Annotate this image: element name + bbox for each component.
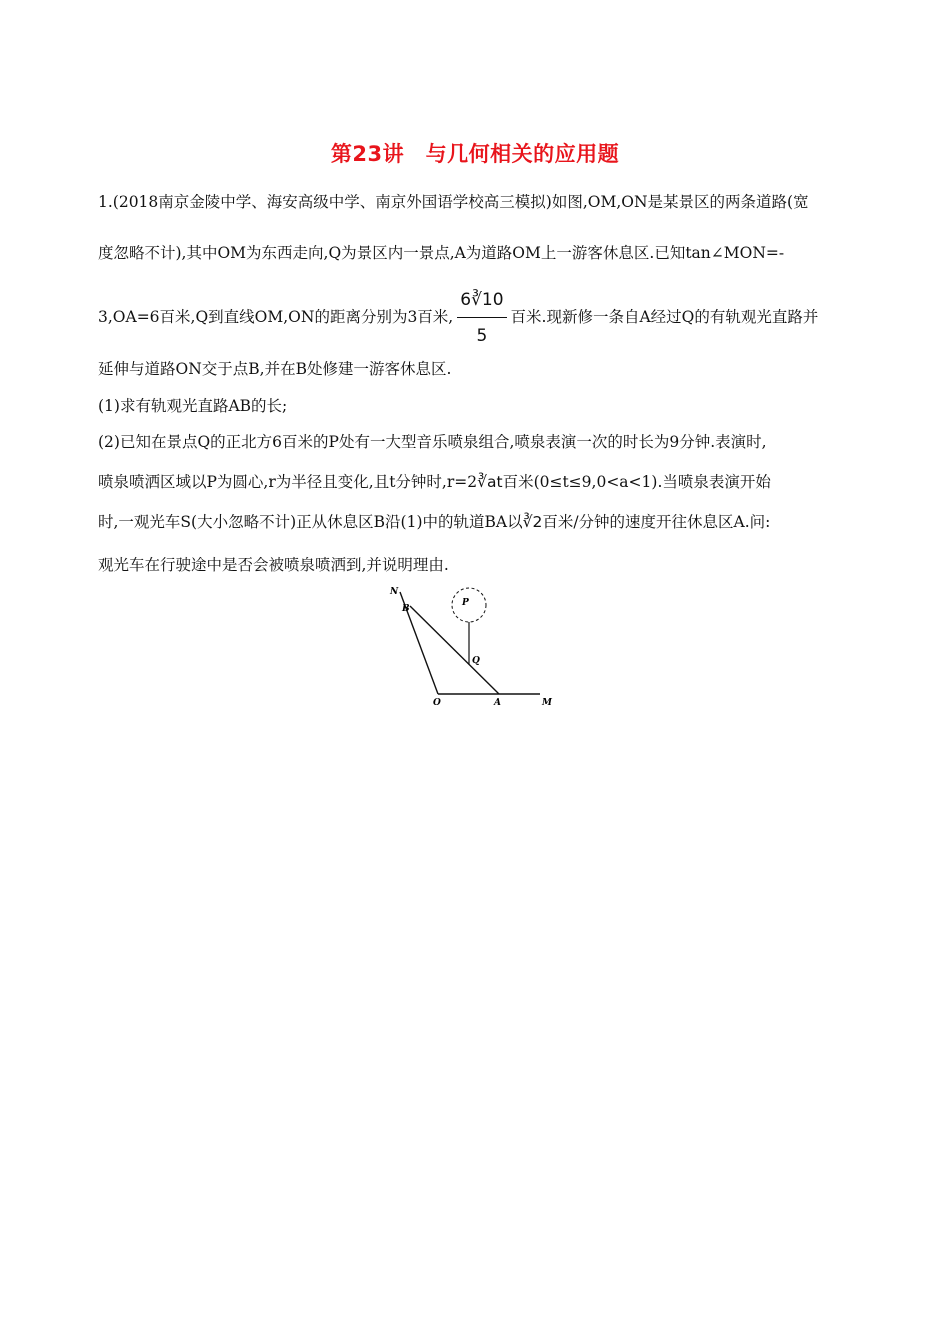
label-a: A [494, 698, 501, 708]
track-ba [410, 606, 499, 694]
geometry-figure [380, 580, 570, 714]
part-2-line-3-pre: 时,一观光车S(大小忽略不计)正从休息区B沿(1)中的轨道BA以 [98, 513, 523, 531]
page-title: 第23讲 与几何相关的应用题 [330, 142, 620, 166]
label-p: P [462, 598, 469, 608]
label-o: O [433, 698, 441, 708]
part-2-line-3 [98, 510, 770, 532]
problem-line-2: 度忽略不计),其中OM为东西走向,Q为景区内一景点,A为道路OM上一游客休息区.已知tan∠MON=- [98, 244, 785, 262]
part-2-line-3-post: 百米/分钟的速度开往休息区A.问: [542, 513, 771, 531]
part-2-line-2 [98, 470, 771, 492]
label-n: N [390, 587, 399, 597]
label-m: M [542, 698, 552, 708]
label-b: B [402, 604, 410, 614]
part-2-line-1: (2)已知在景点Q的正北方6百米的P处有一大型音乐喷泉组合,喷泉表演一次的时长为9分钟.表演时, [98, 433, 767, 451]
problem-line-3-post: 百米.现新修一条自A经过Q的有轨观光直路并 [510, 308, 819, 326]
radius-radical: ∛at [477, 473, 503, 491]
part-2-line-2-pre: 喷泉喷洒区域以P为圆心,r为半径且变化,且t分钟时,r=2 [98, 473, 478, 491]
part-2-line-4: 观光车在行驶途中是否会被喷泉喷洒到,并说明理由. [98, 556, 449, 574]
speed-radical: ∛2 [522, 513, 543, 531]
fraction-denominator: 5 [476, 326, 488, 346]
problem-line-3 [98, 285, 818, 351]
part-1-text: (1)求有轨观光直路AB的长; [98, 397, 288, 415]
distance-fraction [457, 285, 506, 351]
problem-line-1: 1.(2018南京金陵中学、海安高级中学、南京外国语学校高三模拟)如图,OM,ON是某景区的两条道路(宽 [98, 193, 809, 211]
fountain-circle [452, 588, 486, 622]
part-2-line-2-post: 百米(0≤t≤9,0<a<1).当喷泉表演开始 [502, 473, 771, 491]
label-q: Q [472, 656, 480, 666]
problem-line-4: 延伸与道路ON交于点B,并在B处修建一游客休息区. [98, 360, 452, 378]
problem-line-3-pre: 3,OA=6百米,Q到直线OM,ON的距离分别为3百米, [98, 308, 454, 326]
fraction-numerator: 6∛10 [457, 285, 506, 318]
